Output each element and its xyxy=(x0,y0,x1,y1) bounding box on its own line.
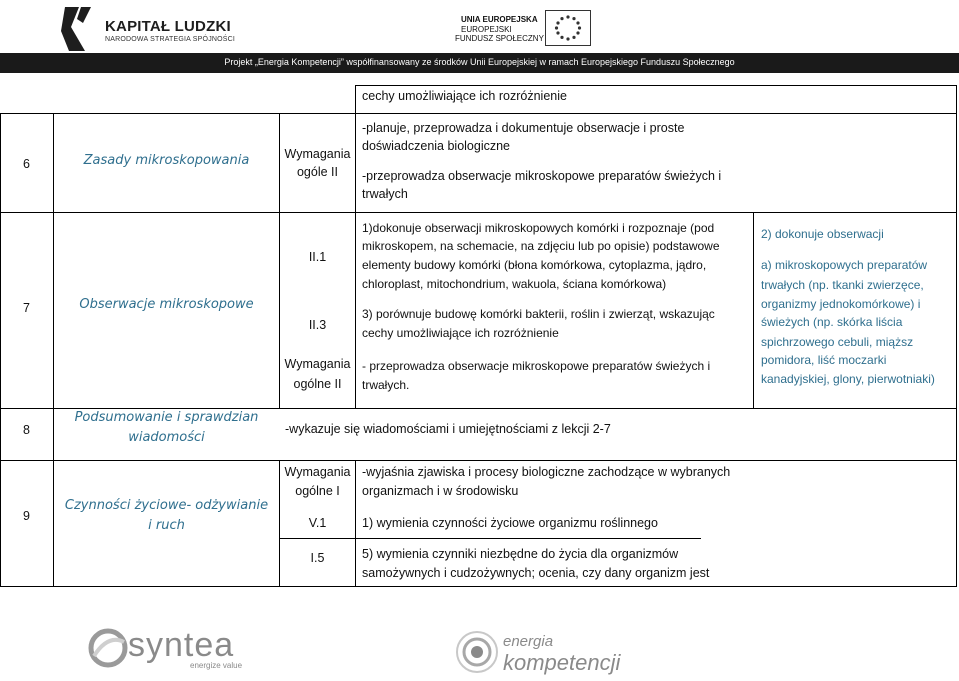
row9-topic-l2: i ruch xyxy=(148,518,185,533)
row9-c3-l2: samożywnych i cudzożywnych; ocenia, czy dany organizm jest xyxy=(362,566,710,580)
row7-notes-l3: organizmy jednokomórkowe) i xyxy=(761,297,921,311)
row7-notes-l5: spichrzowego cebuli, miąższ xyxy=(761,335,914,349)
row6-content-l4: trwałych xyxy=(362,187,408,201)
row7-req-a: II.1 xyxy=(308,250,327,264)
row8-number: 8 xyxy=(23,423,30,437)
row6-req-line2: ogóle II xyxy=(296,165,338,179)
row7-req-c2: ogólne II xyxy=(293,377,342,391)
row6-topic: Zasady mikroskopowania xyxy=(83,153,250,168)
row9-req-b: V.1 xyxy=(308,516,327,530)
row9-c2: 1) wymienia czynności życiowe organizmu roślinnego xyxy=(362,516,658,530)
row7-req-c1: Wymagania xyxy=(284,357,351,371)
row7-c1-l4: chloroplast, mitochondrium, wakuola, ściana komórkowa) xyxy=(362,277,667,291)
row7-req-b: II.3 xyxy=(308,318,327,332)
syntea-wordmark: syntea xyxy=(128,626,235,664)
row7-c2-l1: 3) porównuje budowę komórki bakterii, roślin i zwierząt, wskazując xyxy=(362,307,715,321)
row7-c1-l1: 1)dokonuje obserwacji mikroskopowych komórki i rozpoznaje (pod xyxy=(362,221,715,235)
row0-content: cechy umożliwiające ich rozróżnienie xyxy=(362,89,567,103)
row7-notes-l1: a) mikroskopowych preparatów xyxy=(761,258,928,272)
row8-topic-l1: Podsumowanie i sprawdzian xyxy=(74,410,259,425)
row7-notes-heading: 2) dokonuje obserwacji xyxy=(761,227,884,241)
eu-line-1: UNIA EUROPEJSKA xyxy=(461,15,538,24)
row9-c1-l1: -wyjaśnia zjawiska i procesy biologiczne zachodzące w wybranych xyxy=(362,465,731,479)
row9-c3-l1: 5) wymienia czynniki niezbędne do życia dla organizmów xyxy=(362,547,679,561)
syntea-tagline: energize value xyxy=(190,661,243,670)
row7-c1-l2: mikroskopem, na schemacie, na zdjęciu lub po opisie) podstawowe xyxy=(362,239,720,253)
energia-text: energia xyxy=(503,633,554,650)
kl-title: KAPITAŁ LUDZKI xyxy=(105,18,231,35)
row7-notes-l2: trwałych (np. tkanki zwierzęce, xyxy=(761,278,924,292)
eu-line-3: FUNDUSZ SPOŁECZNY xyxy=(455,34,544,43)
row8-topic-l2: wiadomości xyxy=(128,430,205,445)
row9-topic-l1: Czynności życiowe- odżywianie xyxy=(64,498,269,513)
row7-c1-l3: elementy budowy komórki (błona komórkowa, cytoplazma, jądro, xyxy=(362,258,707,272)
row9-c1-l2: organizmach i w środowisku xyxy=(362,484,519,498)
row9-number: 9 xyxy=(23,509,30,523)
row6-content-l3: -przeprowadza obserwacje mikroskopowe preparatów świeżych i xyxy=(362,169,722,183)
row6-content-l1: -planuje, przeprowadza i dokumentuje obserwacje i proste xyxy=(362,121,685,135)
energia-kompetencji-icon xyxy=(455,630,499,674)
row6-number: 6 xyxy=(23,157,30,171)
row8-content: -wykazuje się wiadomościami i umiejętnościami z lekcji 2-7 xyxy=(285,422,611,436)
row6-content-l2: doświadczenia biologiczne xyxy=(362,139,511,153)
row7-c2-l2: cechy umożliwiające ich rozróżnienie xyxy=(362,326,559,340)
syntea-logo-icon xyxy=(88,628,128,668)
row6-req-line1: Wymagania xyxy=(284,147,351,161)
project-banner-text: Projekt „Energia Kompetencji” współfinansowany ze środków Unii Europejskiej w ramach Europejskiego Funduszu Społecznego xyxy=(224,57,735,67)
row7-c3-l2: trwałych. xyxy=(362,378,410,392)
kl-subtitle: NARODOWA STRATEGIA SPÓJNOŚCI xyxy=(105,36,236,43)
row9-req-a1: Wymagania xyxy=(284,465,351,479)
row7-notes-l4: świeżych (np. skórka liścia xyxy=(761,315,903,329)
row9-req-a2: ogólne I xyxy=(295,484,340,498)
row7-number: 7 xyxy=(23,301,30,315)
row7-notes-l6: pomidora, liść moczarki xyxy=(761,353,887,367)
row7-c3-l1: - przeprowadza obserwacje mikroskopowe preparatów świeżych i xyxy=(362,359,711,373)
kompetencji-text: kompetencji xyxy=(503,650,621,675)
row7-topic: Obserwacje mikroskopowe xyxy=(79,297,254,312)
row7-notes-l7: kanadyjskiej, glony, pierwotniaki) xyxy=(761,372,935,386)
row9-req-c: I.5 xyxy=(310,551,325,565)
eu-line-2: EUROPEJSKI xyxy=(461,25,512,34)
